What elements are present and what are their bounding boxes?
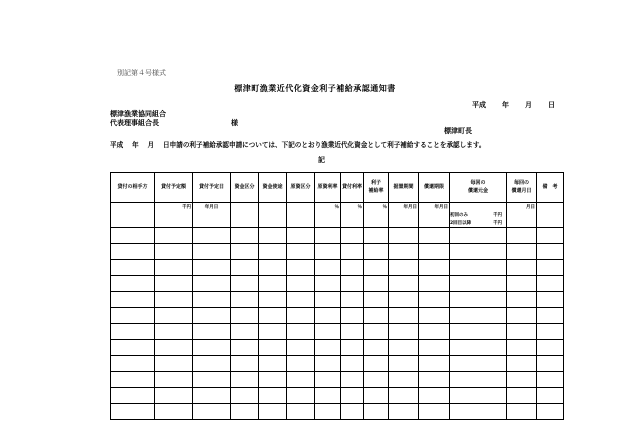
table-cell: [341, 356, 364, 372]
table-cell: [537, 404, 564, 420]
unit-cell: ％: [315, 203, 341, 228]
table-cell: [450, 404, 507, 420]
table-cell: [537, 388, 564, 404]
table-header-cell: 資金使途: [259, 173, 287, 203]
table-cell: [111, 308, 155, 324]
table-cell: [259, 404, 287, 420]
date-year: 年: [502, 101, 509, 109]
table-cell: [259, 308, 287, 324]
table-cell: [155, 260, 193, 276]
form-number: 別記第４号様式: [117, 69, 166, 77]
table-cell: [111, 292, 155, 308]
document-title: 標津町漁業近代化資金利子補給承認通知書: [234, 84, 396, 93]
table-cell: [450, 324, 507, 340]
table-cell: [155, 292, 193, 308]
table-header-cell: 原資利率: [315, 173, 341, 203]
table-cell: [259, 324, 287, 340]
issuer-name: 標津町長: [444, 127, 472, 135]
table-cell: [537, 340, 564, 356]
table-header-cell: 毎回の 償還元金: [450, 173, 507, 203]
table-cell: [537, 276, 564, 292]
unit-cell: [450, 203, 507, 228]
table-cell: [315, 292, 341, 308]
table-cell: [111, 388, 155, 404]
table-cell: [389, 356, 419, 372]
table-cell: [287, 228, 315, 244]
table-cell: [419, 404, 450, 420]
table-cell: [364, 244, 389, 260]
table-cell: [315, 356, 341, 372]
table-cell: [537, 372, 564, 388]
table-cell: [193, 388, 231, 404]
table-cell: [155, 340, 193, 356]
table-header-cell: 償還期限: [419, 173, 450, 203]
repayment-note-label: 2回目以降: [450, 220, 472, 226]
table-cell: [537, 324, 564, 340]
table-cell: [155, 356, 193, 372]
table-cell: [287, 324, 315, 340]
table-cell: [364, 372, 389, 388]
table-cell: [341, 404, 364, 420]
table-cell: [364, 340, 389, 356]
table-header-cell: 備 考: [537, 173, 564, 203]
table-cell: [193, 372, 231, 388]
table-cell: [315, 260, 341, 276]
unit-cell: [287, 203, 315, 228]
table-cell: [155, 276, 193, 292]
table-cell: [537, 260, 564, 276]
table-cell: [507, 228, 537, 244]
unit-cell: 年月日: [389, 203, 419, 228]
table-cell: [389, 372, 419, 388]
table-cell: [315, 404, 341, 420]
table-cell: [419, 340, 450, 356]
table-cell: [450, 372, 507, 388]
table-cell: [287, 372, 315, 388]
table-header-cell: 毎回の 償還月日: [507, 173, 537, 203]
unit-cell: 千円: [155, 203, 193, 228]
unit-cell: [231, 203, 259, 228]
table-cell: [507, 388, 537, 404]
table-cell: [389, 308, 419, 324]
table-row: [111, 356, 564, 372]
table-cell: [341, 276, 364, 292]
table-cell: [389, 324, 419, 340]
table-cell: [364, 276, 389, 292]
table-cell: [315, 228, 341, 244]
table-cell: [111, 228, 155, 244]
table-cell: [193, 244, 231, 260]
table-cell: [155, 308, 193, 324]
table-cell: [193, 260, 231, 276]
table-cell: [341, 292, 364, 308]
unit-cell: [537, 203, 564, 228]
table-row: [111, 308, 564, 324]
table-cell: [259, 356, 287, 372]
table-cell: [259, 260, 287, 276]
table-cell: [341, 372, 364, 388]
table-header-cell: 貸付利率: [341, 173, 364, 203]
table-cell: [259, 340, 287, 356]
table-header-cell: 利子 補給率: [364, 173, 389, 203]
table-cell: [259, 228, 287, 244]
table-cell: [389, 404, 419, 420]
table-cell: [364, 356, 389, 372]
table-cell: [231, 372, 259, 388]
table-header-cell: 貸付予定日: [193, 173, 231, 203]
table-cell: [419, 308, 450, 324]
repayment-note-line: [450, 212, 505, 220]
repayment-note-unit: 千円: [493, 213, 502, 218]
table-cell: [287, 356, 315, 372]
table-cell: [231, 228, 259, 244]
table-cell: [450, 260, 507, 276]
table-cell: [341, 260, 364, 276]
table-cell: [231, 356, 259, 372]
table-cell: [287, 276, 315, 292]
table-cell: [537, 308, 564, 324]
table-cell: [507, 324, 537, 340]
table-cell: [111, 340, 155, 356]
table-cell: [231, 404, 259, 420]
table-header-cell: 据置期間: [389, 173, 419, 203]
table-cell: [155, 404, 193, 420]
table-cell: [389, 260, 419, 276]
table-cell: [341, 324, 364, 340]
table-row: [111, 324, 564, 340]
table-cell: [364, 388, 389, 404]
table-cell: [315, 276, 341, 292]
table-cell: [419, 244, 450, 260]
body-text: 平成 年 月 日申請の利子補給承認申請については、下記のとおり漁業近代化資金として利子補給することを承認します。: [110, 141, 486, 149]
table-cell: [364, 260, 389, 276]
table-cell: [111, 324, 155, 340]
table-cell: [341, 244, 364, 260]
table-cell: [419, 260, 450, 276]
table-cell: [259, 388, 287, 404]
table-cell: [155, 372, 193, 388]
table-cell: [507, 308, 537, 324]
table-cell: [231, 340, 259, 356]
table-cell: [507, 340, 537, 356]
table-cell: [389, 276, 419, 292]
table-cell: [389, 228, 419, 244]
table-cell: [450, 308, 507, 324]
table-cell: [287, 292, 315, 308]
table-row: [111, 340, 564, 356]
table-cell: [419, 276, 450, 292]
table-cell: [315, 372, 341, 388]
table-cell: [419, 228, 450, 244]
table-cell: [287, 404, 315, 420]
table-cell: [231, 324, 259, 340]
table-cell: [231, 292, 259, 308]
table-cell: [507, 356, 537, 372]
ki-heading: 記: [318, 156, 325, 164]
table-cell: [111, 372, 155, 388]
table-cell: [507, 244, 537, 260]
table-cell: [259, 276, 287, 292]
approval-table: [110, 172, 564, 420]
table-cell: [111, 276, 155, 292]
table-cell: [507, 260, 537, 276]
table-header-row: [111, 173, 564, 203]
table-cell: [231, 388, 259, 404]
unit-cell: 年月日: [193, 203, 231, 228]
table-cell: [450, 228, 507, 244]
table-cell: [507, 276, 537, 292]
addressee-honorific: 様: [231, 119, 238, 127]
table-cell: [193, 292, 231, 308]
date-line: [472, 102, 555, 109]
table-cell: [450, 244, 507, 260]
table-cell: [287, 308, 315, 324]
table-cell: [315, 388, 341, 404]
table-row: [111, 228, 564, 244]
unit-cell: 年月日: [419, 203, 450, 228]
table-header-cell: 貸付予定額: [155, 173, 193, 203]
table-cell: [341, 308, 364, 324]
table-cell: [259, 372, 287, 388]
date-era: 平成: [472, 101, 486, 109]
unit-cell: 月日: [507, 203, 537, 228]
table-cell: [315, 324, 341, 340]
table-cell: [450, 388, 507, 404]
table-cell: [389, 244, 419, 260]
table-row: [111, 404, 564, 420]
table-cell: [537, 356, 564, 372]
table-header-cell: 貸付の相手方: [111, 173, 155, 203]
table-cell: [287, 388, 315, 404]
unit-cell: ％: [341, 203, 364, 228]
table-cell: [419, 388, 450, 404]
table-cell: [259, 244, 287, 260]
unit-cell: [111, 203, 155, 228]
table-cell: [231, 260, 259, 276]
table-cell: [193, 356, 231, 372]
table-cell: [419, 292, 450, 308]
table-cell: [155, 244, 193, 260]
table-cell: [155, 228, 193, 244]
table-cell: [193, 228, 231, 244]
table-cell: [507, 404, 537, 420]
repayment-note-line: [450, 220, 505, 228]
table-cell: [231, 244, 259, 260]
table-row: [111, 372, 564, 388]
table-cell: [111, 356, 155, 372]
table-cell: [287, 244, 315, 260]
table-cell: [364, 292, 389, 308]
table-cell: [389, 340, 419, 356]
table-row: [111, 260, 564, 276]
table-cell: [450, 356, 507, 372]
table-cell: [287, 260, 315, 276]
table-cell: [537, 292, 564, 308]
addressee-title: 代表理事組合長: [110, 119, 159, 127]
table-cell: [193, 308, 231, 324]
table-cell: [193, 324, 231, 340]
table-cell: [259, 292, 287, 308]
table-cell: [193, 404, 231, 420]
table-cell: [315, 244, 341, 260]
table-cell: [389, 292, 419, 308]
table-cell: [507, 292, 537, 308]
table-row: [111, 244, 564, 260]
table-cell: [315, 340, 341, 356]
unit-cell: [259, 203, 287, 228]
unit-cell: ％: [364, 203, 389, 228]
table-cell: [111, 244, 155, 260]
table-cell: [341, 388, 364, 404]
repayment-note-unit: 千円: [493, 220, 502, 226]
table-cell: [364, 308, 389, 324]
date-month: 月: [525, 101, 532, 109]
table-cell: [364, 228, 389, 244]
table-cell: [419, 356, 450, 372]
table-cell: [111, 260, 155, 276]
date-day: 日: [548, 101, 555, 109]
table-cell: [155, 388, 193, 404]
table-cell: [450, 292, 507, 308]
table-row: [111, 276, 564, 292]
table-row: [111, 292, 564, 308]
unit-row: [111, 203, 564, 228]
table-cell: [287, 340, 315, 356]
table-cell: [341, 228, 364, 244]
table-cell: [389, 388, 419, 404]
table-cell: [231, 276, 259, 292]
table-cell: [111, 404, 155, 420]
table-cell: [450, 276, 507, 292]
table-cell: [364, 324, 389, 340]
table-cell: [507, 372, 537, 388]
table-row: [111, 388, 564, 404]
table-header-cell: 原資区分: [287, 173, 315, 203]
table-cell: [419, 324, 450, 340]
repayment-note-label: 初回のみ: [450, 213, 468, 218]
table-cell: [231, 308, 259, 324]
table-cell: [450, 340, 507, 356]
addressee-organization: 標津漁業協同組合: [110, 110, 166, 118]
table-cell: [364, 404, 389, 420]
table-cell: [315, 308, 341, 324]
table-cell: [537, 244, 564, 260]
table-cell: [537, 228, 564, 244]
table-cell: [193, 340, 231, 356]
table-cell: [341, 340, 364, 356]
table-cell: [193, 276, 231, 292]
table-cell: [419, 372, 450, 388]
table-cell: [155, 324, 193, 340]
table-header-cell: 資金区分: [231, 173, 259, 203]
